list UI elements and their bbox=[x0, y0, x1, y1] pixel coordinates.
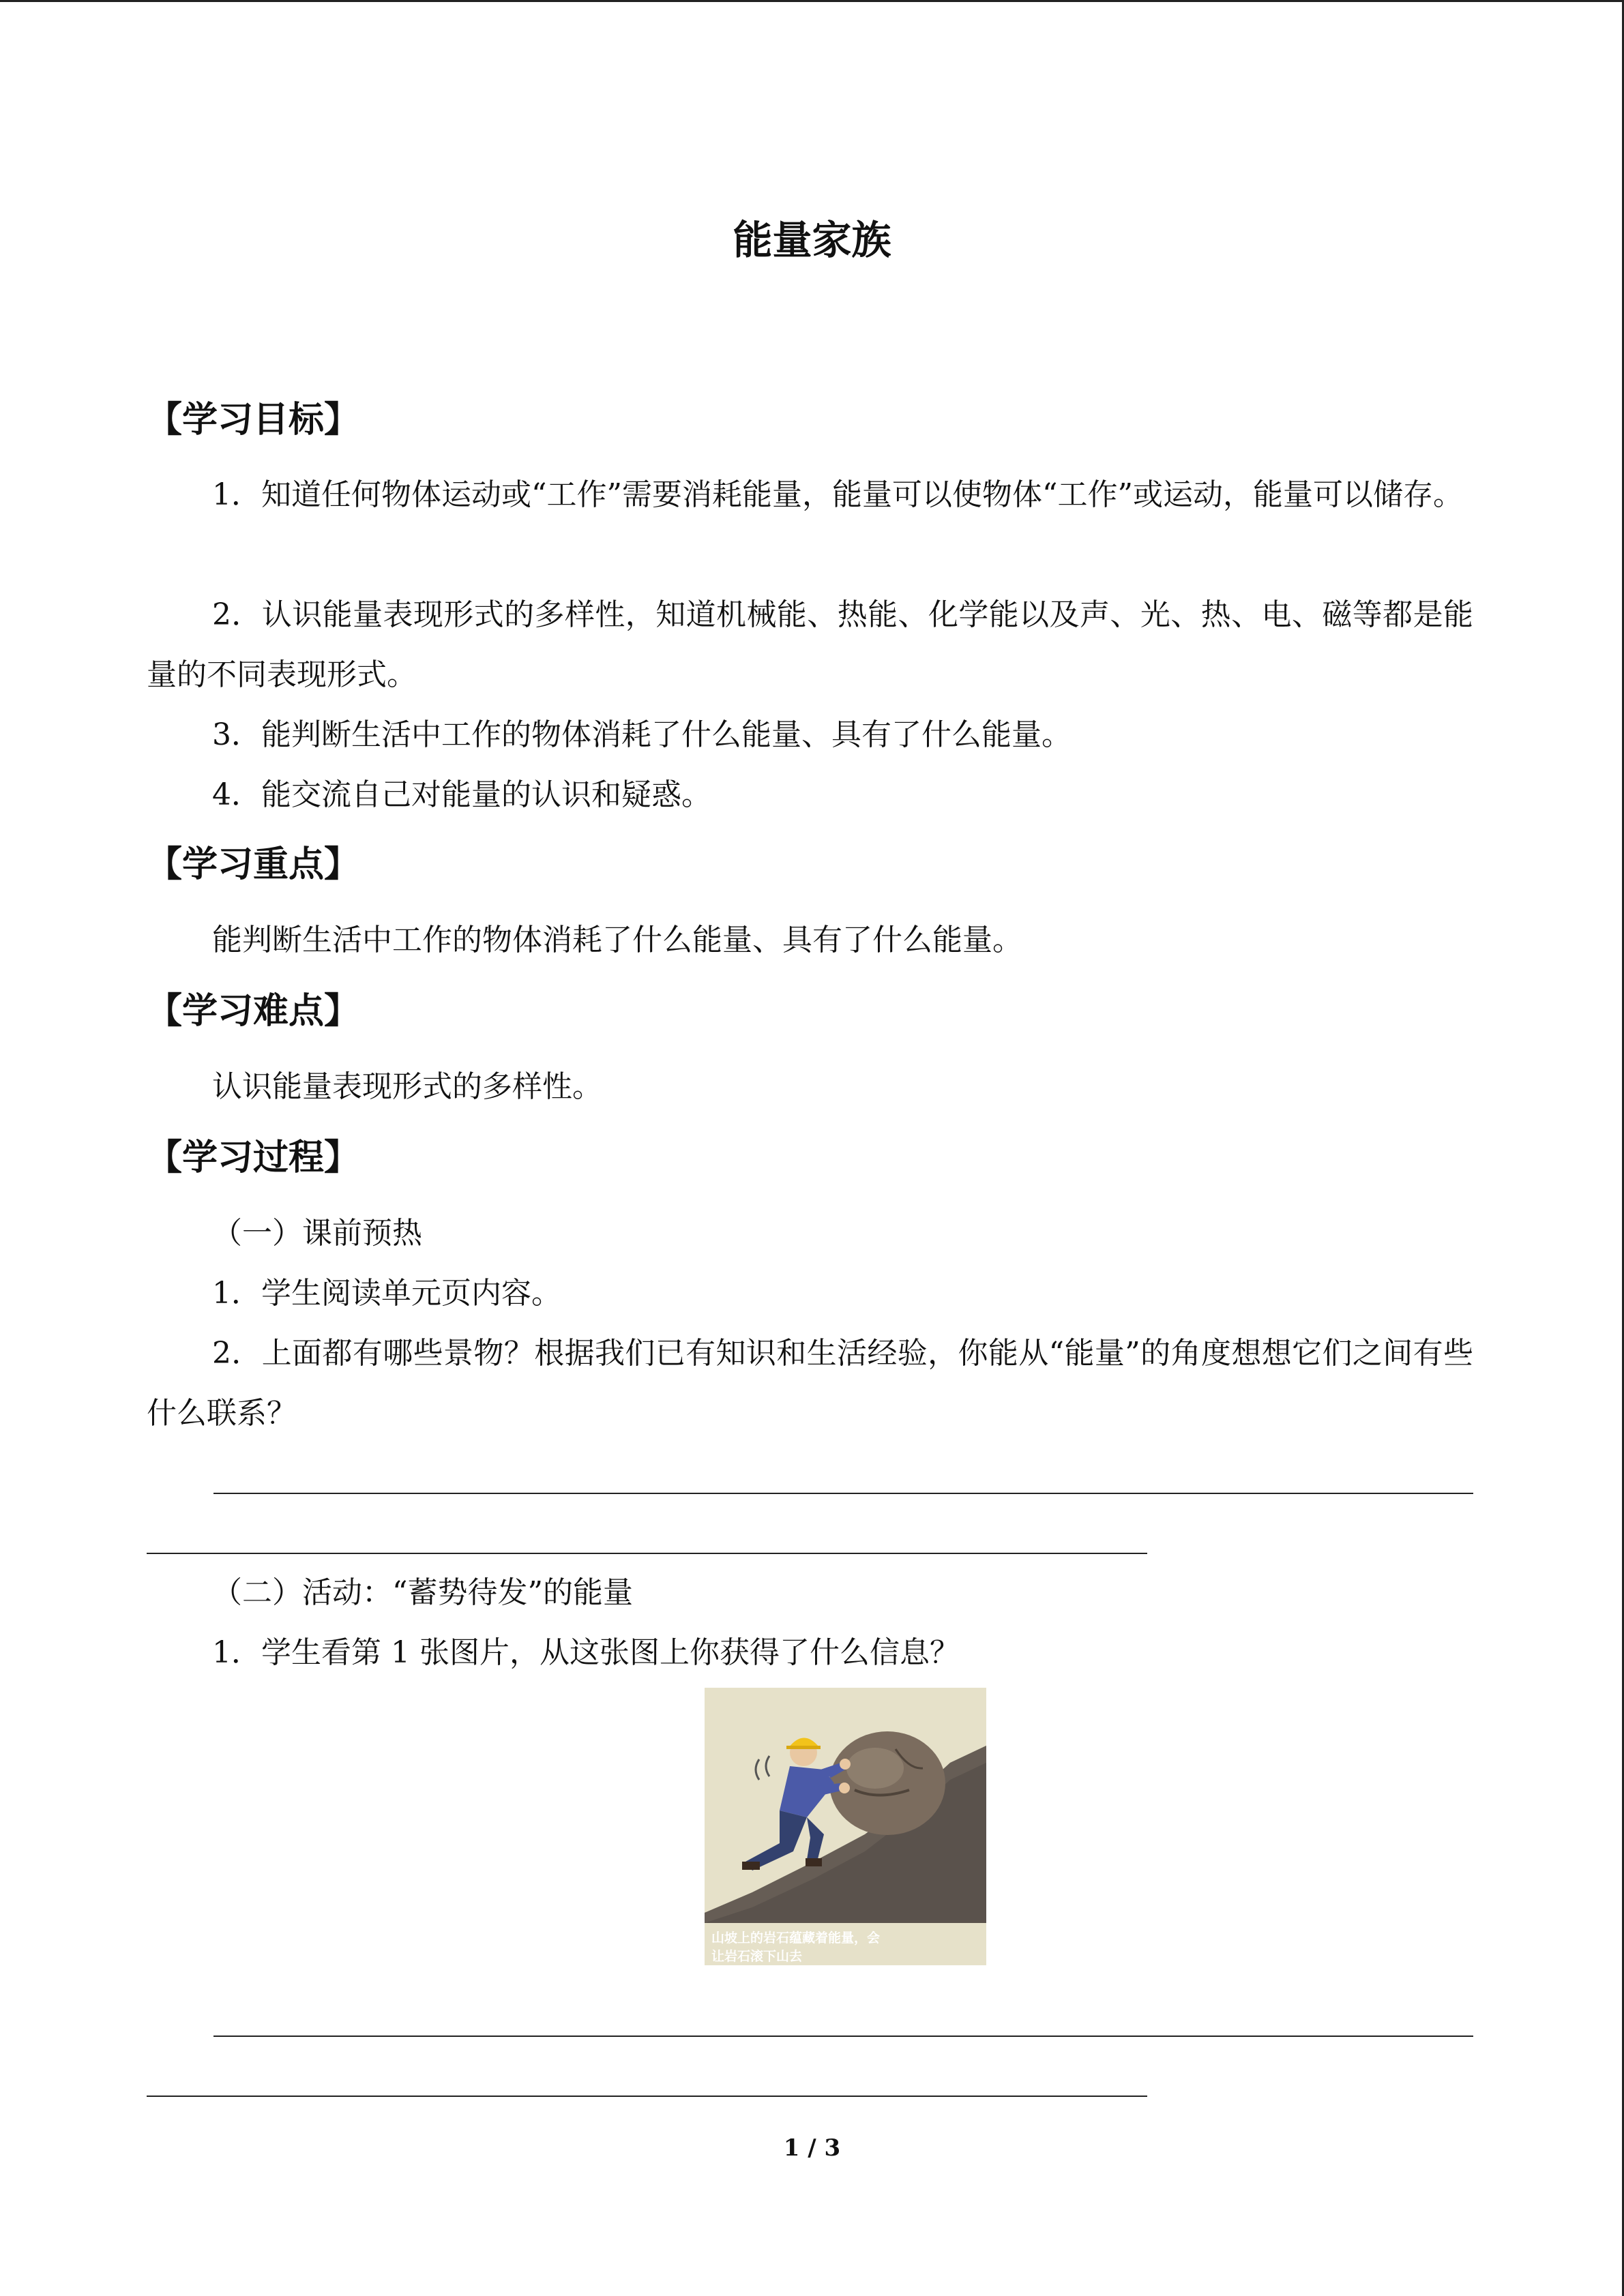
goal-item-3: 3．能判断生活中工作的物体消耗了什么能量、具有了什么能量。 bbox=[212, 717, 1072, 752]
part1-title: （一）课前预热 bbox=[212, 1216, 422, 1251]
heading-learning-process: 【学习过程】 bbox=[147, 1137, 360, 1178]
page-number: 1 / 3 bbox=[783, 2134, 841, 2162]
heading-learning-focus: 【学习重点】 bbox=[147, 844, 360, 885]
part1-item-2: 2．上面都有哪些景物？根据我们已有知识和生活经验，你能从“能量”的角度想想它们之间有些什么联系？ bbox=[147, 1336, 1473, 1431]
heading-learning-goals: 【学习目标】 bbox=[147, 400, 360, 441]
goal-item-2: 2．认识能量表现形式的多样性，知道机械能、热能、化学能以及声、光、热、电、磁等都是能量的不同表现形式。 bbox=[147, 597, 1473, 692]
boulder-illustration bbox=[705, 1688, 986, 1965]
difficulty-text: 认识能量表现形式的多样性。 bbox=[212, 1069, 602, 1104]
answer-line bbox=[147, 2096, 1147, 2097]
part1-item-1: 1．学生阅读单元页内容。 bbox=[212, 1276, 561, 1311]
goal-item-4: 4．能交流自己对能量的认识和疑惑。 bbox=[212, 777, 711, 812]
focus-text: 能判断生活中工作的物体消耗了什么能量、具有了什么能量。 bbox=[212, 923, 1022, 957]
answer-line bbox=[213, 2036, 1473, 2037]
answer-line bbox=[213, 1493, 1473, 1494]
figure-caption-line-1: 山坡上的岩石蕴藏着能量，会 bbox=[711, 1930, 881, 1945]
part2-title: （二）活动：“蓄势待发”的能量 bbox=[212, 1575, 633, 1610]
page-title: 能量家族 bbox=[733, 217, 891, 263]
figure-caption-line-2: 让岩石滚下山去 bbox=[711, 1949, 803, 1964]
goal-item-1: 1．知道任何物体运动或“工作”需要消耗能量，能量可以使物体“工作”或运动，能量可以储存。 bbox=[212, 477, 1463, 512]
answer-line bbox=[147, 1553, 1147, 1554]
part2-item-1: 1．学生看第 1 张图片，从这张图上你获得了什么信息？ bbox=[212, 1635, 960, 1670]
heading-learning-difficulty: 【学习难点】 bbox=[147, 991, 360, 1032]
page-border-top bbox=[0, 0, 1624, 2]
